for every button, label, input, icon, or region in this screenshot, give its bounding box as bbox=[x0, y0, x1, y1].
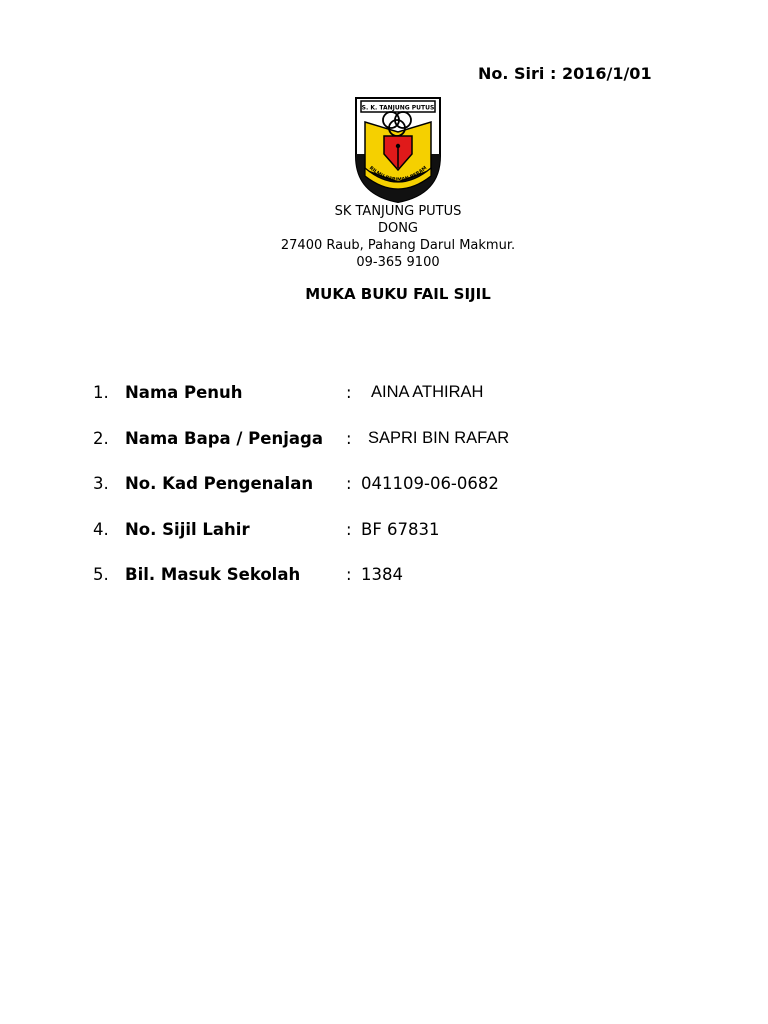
school-phone: 09-365 9100 bbox=[356, 255, 440, 270]
document-title: MUKA BUKU FAIL SIJIL bbox=[305, 285, 491, 303]
field-colon: : bbox=[346, 383, 352, 402]
field-row-guardian-name bbox=[93, 429, 713, 475]
serial-number: No. Siri : 2016/1/01 bbox=[478, 64, 652, 83]
field-colon: : bbox=[346, 565, 352, 584]
field-number: 1. bbox=[93, 383, 109, 402]
field-row-full-name bbox=[93, 383, 713, 429]
school-address: 27400 Raub, Pahang Darul Makmur. bbox=[280, 238, 516, 253]
field-label: No. Kad Pengenalan bbox=[125, 474, 314, 493]
field-value: 041109-06-0682 bbox=[361, 474, 499, 493]
crest-motto-text: RILMU BERIMAN BERAM bbox=[367, 165, 429, 184]
field-number: 4. bbox=[93, 519, 109, 539]
field-colon: : bbox=[346, 428, 352, 448]
field-row-birth-certificate bbox=[93, 520, 713, 566]
field-value: 1384 bbox=[361, 565, 403, 584]
school-address-block bbox=[0, 203, 768, 271]
school-crest bbox=[353, 96, 443, 204]
crest-banner-text: S. K. TANJUNG PUTUS bbox=[361, 104, 435, 112]
field-label: Nama Bapa / Penjaga bbox=[125, 428, 323, 448]
field-colon: : bbox=[346, 474, 352, 493]
school-name: SK TANJUNG PUTUS bbox=[334, 204, 462, 219]
field-value: BF 67831 bbox=[361, 519, 440, 539]
field-label: Bil. Masuk Sekolah bbox=[125, 565, 301, 584]
field-number: 2. bbox=[93, 428, 109, 448]
field-number: 5. bbox=[93, 565, 109, 584]
school-area: DONG bbox=[377, 221, 419, 236]
field-number: 3. bbox=[93, 474, 109, 493]
field-row-school-entry-number bbox=[93, 565, 713, 611]
field-label: Nama Penuh bbox=[125, 383, 243, 402]
field-label: No. Sijil Lahir bbox=[125, 519, 250, 539]
field-row-ic-number bbox=[93, 474, 713, 520]
field-value: AINA ATHIRAH bbox=[371, 383, 484, 401]
field-value: SAPRI BIN RAFAR bbox=[368, 428, 510, 447]
field-list bbox=[93, 383, 713, 611]
field-colon: : bbox=[346, 519, 352, 539]
